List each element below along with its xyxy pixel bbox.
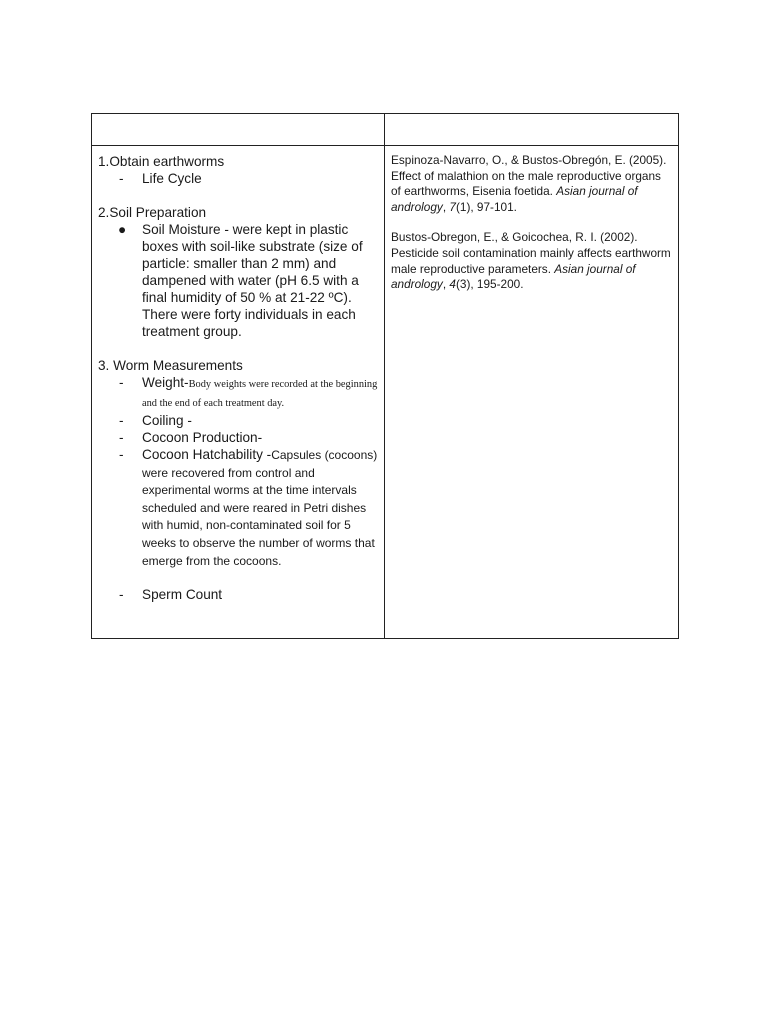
measurements-list [98,374,378,569]
references-cell [385,146,679,639]
dash-marker: - [119,375,124,390]
hatch-note: Capsules (cocoons) were recovered from control and experimental worms at the time intervals scheduled and were reared in Petri dishes with humid, non-contaminated soil for 5 weeks to observe the number of worms that emerge from the cocoons. [142,448,378,568]
header-cell-left [92,114,385,146]
table-body-row [92,146,679,639]
reference-1: Espinoza-Navarro, O., & Bustos-Obregón, E. (2005). Effect of malathion on the male reproductive organs of earthworms, Eisenia foetida. Asian journal of andrology, 7(1), 97-101. [391,153,667,214]
journal-title: Asian journal of andrology [391,261,636,292]
list-item: - Cocoon Production- [119,430,263,445]
list-item: - Coiling - [119,413,192,428]
methods-cell [92,146,385,639]
list-item: - Cocoon Hatchability -Capsules (cocoons) were recovered from control and experimental worms at the time intervals scheduled and were reared in Petri dishes with humid, non-contaminated soil for 5 weeks to observe the number of worms that emerge from the cocoons. [119,447,378,568]
section-title-soil: 2.Soil Preparation [98,205,207,220]
soil-list [98,221,378,340]
dash-marker: - [119,430,124,445]
dash-marker: - [119,447,124,462]
section-title-measurements: 3. Worm Measurements [98,358,243,373]
list-item: - Weight-Body weights were recorded at the beginning and the end of each treatment day. [119,375,378,409]
list-item: - Life Cycle [119,171,202,186]
journal-title: Asian journal of andrology [391,184,638,214]
bullet-marker: ● [118,222,127,237]
notes-table [91,113,679,639]
obtain-list [98,170,378,187]
section-title-obtain: 1.Obtain earthworms [98,154,225,169]
journal-volume: 4 [449,277,456,292]
dash-marker: - [119,413,124,428]
journal-volume: 7 [449,199,456,214]
list-item: - Sperm Count [119,587,223,603]
list-item: ● Soil Moisture - were kept in plastic boxes with soil-like substrate (size of particle: smaller than 2 mm) and dampened with water (pH 6.5 with a final humidity of 50 % at 21-22 ºC). There were forty individuals in each treatment group. [118,222,363,339]
reference-2: Bustos-Obregon, E., & Goicochea, R. I. (2002). Pesticide soil contamination mainly affects earthworm male reproductive parameters. Asian journal of andrology, 4(3), 195-200. [391,230,671,292]
table-header-row [92,114,679,146]
dash-marker: - [119,171,124,186]
sperm-list [98,586,378,603]
header-cell-right [385,114,679,146]
weight-note: Body weights were recorded at the beginning and the end of each treatment day. [142,379,378,409]
dash-marker: - [119,587,124,603]
